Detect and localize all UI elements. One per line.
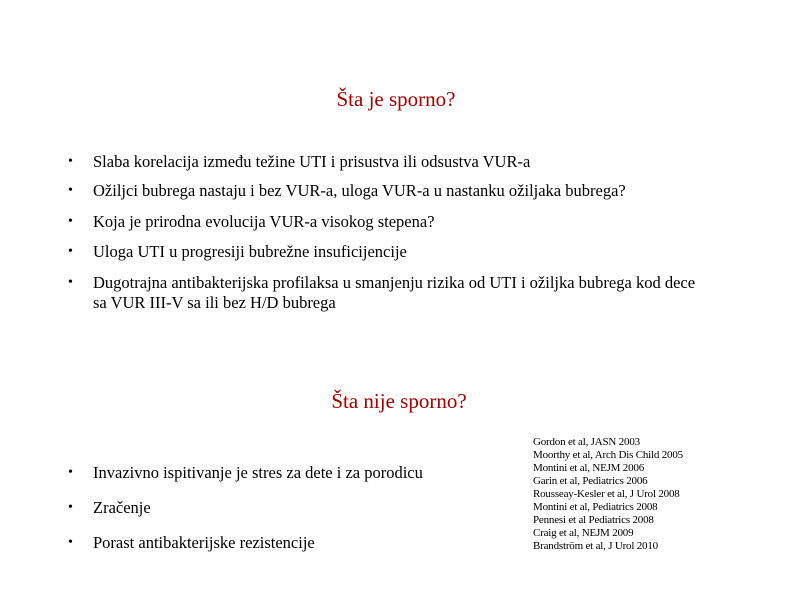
references-list: [533, 436, 683, 553]
bullet-icon: •: [68, 183, 73, 198]
list-item-text: Slaba korelacija između težine UTI i prisustva ili odsustva VUR-a: [93, 152, 531, 171]
list-item-text: Porast antibakterijske rezistencije: [93, 533, 315, 552]
bullet-icon: •: [68, 244, 73, 259]
reference-item: Moorthy et al, Arch Dis Child 2005: [533, 449, 683, 461]
bullet-icon: •: [68, 214, 73, 229]
list-item: [68, 152, 708, 172]
bullet-icon: •: [68, 535, 73, 550]
reference-item: Rousseay-Kesler et al, J Urol 2008: [533, 488, 680, 500]
reference-item: Montini et al, NEJM 2006: [533, 462, 645, 474]
section-title-undisputed-text: Šta nije sporno?: [331, 389, 467, 413]
reference-item: Gordon et al, JASN 2003: [533, 436, 640, 448]
bullet-icon: •: [68, 154, 73, 169]
reference-item: Montini et al, Pediatrics 2008: [533, 501, 658, 513]
disputed-list: [68, 152, 708, 313]
undisputed-list: [68, 463, 528, 553]
list-item: [68, 181, 708, 201]
bullet-icon: •: [68, 465, 73, 480]
section-title-disputed: [0, 87, 794, 111]
list-item: [68, 533, 528, 553]
list-item-text: Uloga UTI u progresiji bubrežne insuficijencije: [93, 242, 407, 261]
list-item-text: Ožiljci bubrega nastaju i bez VUR-a, uloga VUR-a u nastanku ožiljaka bubrega?: [93, 181, 626, 200]
list-item-text: Dugotrajna antibakterijska profilaksa u smanjenju rizika od UTI i ožiljka bubrega kod dece sa VUR III-V sa ili bez H/D bubrega: [93, 273, 696, 312]
bullet-icon: •: [68, 275, 73, 290]
list-item-text: Zračenje: [93, 498, 151, 517]
bullet-icon: •: [68, 500, 73, 515]
section-title-undisputed: [0, 389, 794, 413]
list-item: [68, 463, 528, 483]
list-item: [68, 498, 528, 518]
reference-item: Brandström et al, J Urol 2010: [533, 540, 658, 552]
list-item-text: Koja je prirodna evolucija VUR-a visokog stepena?: [93, 212, 435, 231]
reference-item: Pennesi et al Pediatrics 2008: [533, 514, 654, 526]
list-item: [68, 212, 708, 232]
list-item: [68, 242, 708, 262]
list-item-text: Invazivno ispitivanje je stres za dete i za porodicu: [93, 463, 423, 482]
list-item: [68, 273, 708, 313]
section-title-disputed-text: Šta je sporno?: [336, 87, 456, 111]
reference-item: Garin et al, Pediatrics 2006: [533, 475, 648, 487]
reference-item: Craig et al, NEJM 2009: [533, 527, 634, 539]
